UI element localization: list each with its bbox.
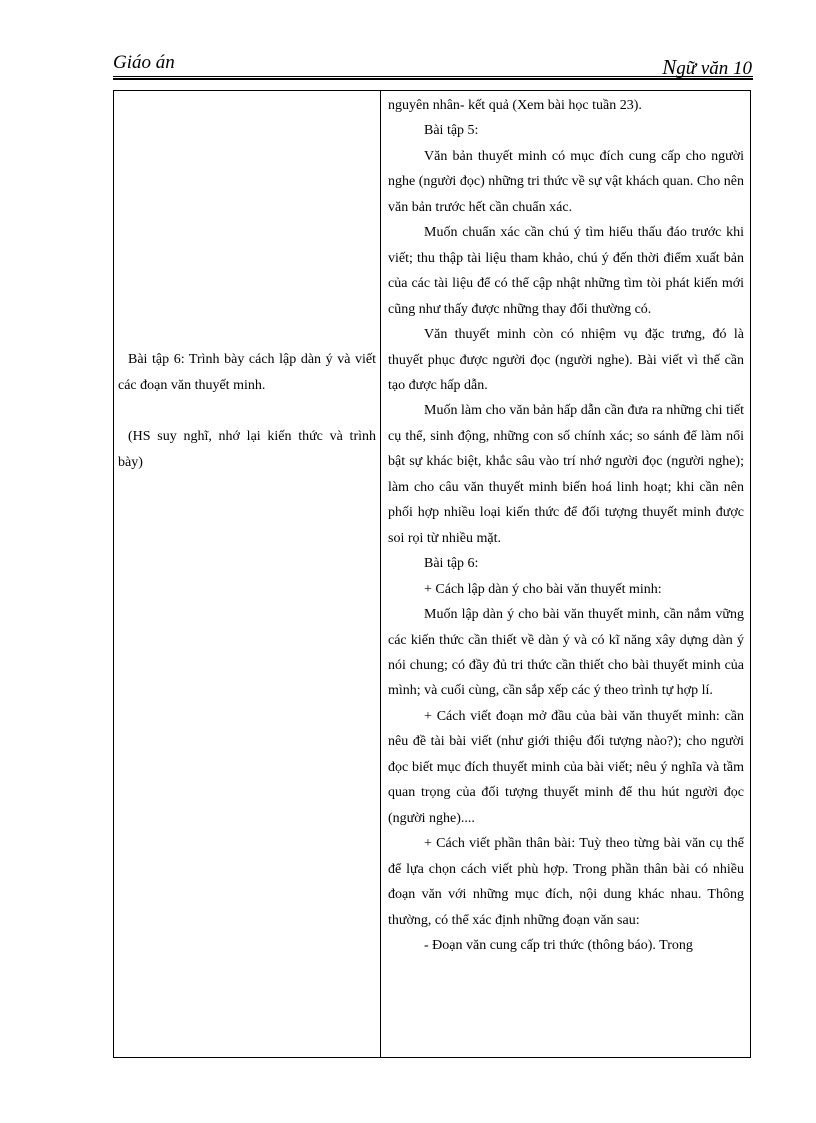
right-paragraph: Văn bản thuyết minh có mục đích cung cấp cho người nghe (người đọc) những tri thức về sự vật khách quan. Cho nên văn bản trước hết cần chuẩn xác. bbox=[388, 148, 744, 215]
left-column-block-1 bbox=[118, 347, 376, 398]
header-rule bbox=[113, 76, 753, 77]
header-right-initial: N bbox=[662, 55, 677, 79]
right-paragraph: + Cách lập dàn ý cho bài văn thuyết minh: bbox=[424, 581, 662, 597]
left-column-block-2 bbox=[118, 424, 376, 475]
right-paragraph: Muốn chuẩn xác cần chú ý tìm hiểu thấu đáo trước khi viết; thu thập tài liệu tham khảo, chú ý đến thời điểm xuất bản của các tài liệu để có thể cập nhật những tìm tòi phát kiến mới cũng như thấy được những thay đổi thường có. bbox=[388, 225, 744, 317]
right-paragraph: Bài tập 5: bbox=[424, 123, 479, 139]
header-right-rest: gữ văn 10 bbox=[676, 58, 752, 79]
right-paragraph: - Đoạn văn cung cấp tri thức (thông báo). Trong bbox=[424, 937, 693, 953]
header-rule-thick bbox=[113, 78, 753, 80]
left-paragraph: (HS suy nghĩ, nhớ lại kiến thức và trình bày) bbox=[118, 429, 376, 470]
right-paragraph: Văn thuyết minh còn có nhiệm vụ đặc trưng, đó là thuyết phục được người đọc (người nghe). Bài viết vì thế cần tạo được hấp dẫn. bbox=[388, 327, 744, 393]
right-paragraph: Bài tập 6: bbox=[424, 556, 479, 572]
column-divider bbox=[380, 91, 381, 1057]
left-paragraph: Bài tập 6: Trình bày cách lập dàn ý và viết các đoạn văn thuyết minh. bbox=[118, 352, 376, 393]
right-paragraph: + Cách viết đoạn mở đầu của bài văn thuyết minh: cần nêu đề tài bài viết (như giới thiệu đối tượng nào?); cho người đọc biết mục đích thuyết minh của bài viết; nêu ý nghĩa và tầm quan trọng của đối tượng thuyết minh để thu hút người đọc (người nghe).... bbox=[388, 708, 744, 826]
right-paragraph: nguyên nhân- kết quả (Xem bài học tuần 23). bbox=[388, 98, 642, 113]
right-paragraph: Muốn lập dàn ý cho bài văn thuyết minh, cần nắm vững các kiến thức cần thiết về dàn ý và có kĩ năng xây dựng dàn ý nói chung; có đầy đủ tri thức cần thiết cho bài thuyết minh của mình; và cuối cùng, cần sắp xếp các ý theo trình tự hợp lí. bbox=[388, 607, 744, 699]
right-column bbox=[388, 93, 744, 958]
lesson-table bbox=[113, 90, 751, 1058]
right-paragraph: + Cách viết phần thân bài: Tuỳ theo từng bài văn cụ thể để lựa chọn cách viết phù hợp. Trong phần thân bài có nhiều đoạn văn với những mục đích, nội dung khác nhau. Thông thường, có thể xác định những đoạn văn sau: bbox=[388, 836, 744, 928]
right-paragraph: Muốn làm cho văn bản hấp dẫn cần đưa ra những chi tiết cụ thể, sinh động, những con số chính xác; so sánh để làm nổi bật sự khác biệt, khắc sâu vào trí nhớ người đọc (người nghe); làm cho câu văn thuyết minh biến hoá linh hoạt; khi cần nên phối hợp nhiều loại kiến thức để đối tượng thuyết minh được soi rọi từ nhiều mặt. bbox=[388, 403, 744, 546]
header-left: Giáo án bbox=[113, 52, 175, 73]
